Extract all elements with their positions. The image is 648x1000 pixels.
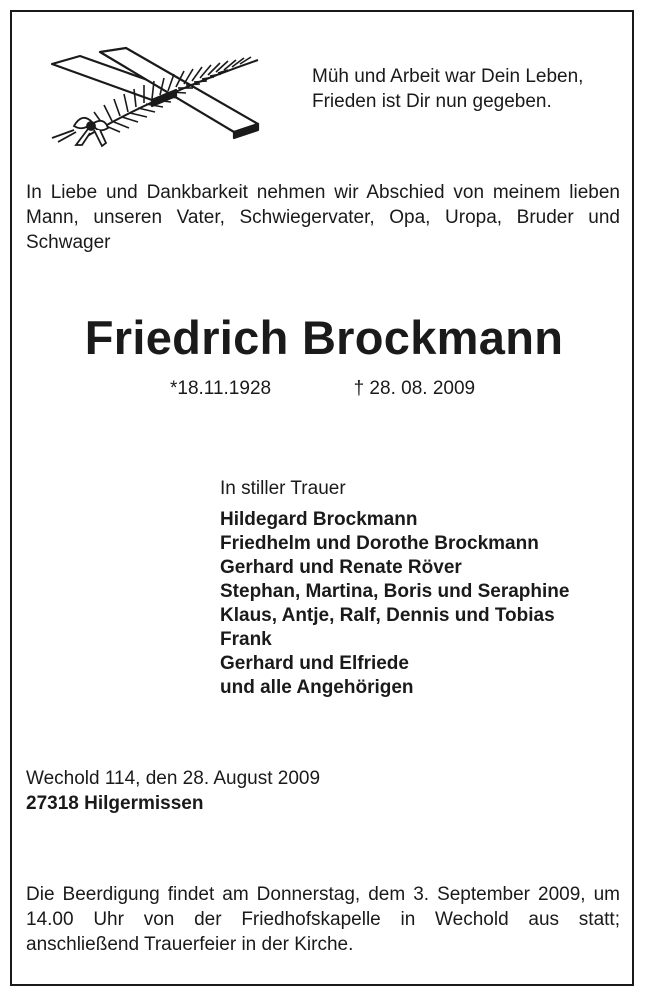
mourner-name: Gerhard und Elfriede (220, 653, 409, 674)
funeral-info: Die Beerdigung findet am Donnerstag, dem 3. September 2009, um 14.00 Uhr von der Friedhofskapelle in Wechold aus statt; anschließend Trauerfeier in der Kirche. (26, 884, 620, 955)
deceased-name: Friedrich Brockmann (84, 311, 564, 364)
mourner-name: und alle Angehörigen (220, 677, 414, 698)
address-date-line: Wechold 114, den 28. August 2009 (26, 768, 321, 789)
life-dates (170, 376, 476, 402)
motto (312, 64, 583, 114)
mourner-name: Friedhelm und Dorothe Brockmann (220, 533, 539, 554)
mourning-heading: In stiller Trauer (220, 478, 346, 499)
mourner-name: Hildegard Brockmann (220, 509, 418, 530)
motto-line-2: Frieden ist Dir nun gegeben. (312, 91, 552, 112)
address-city-line: 27318 Hilgermissen (26, 793, 204, 814)
mourner-name: Stephan, Martina, Boris und Seraphine (220, 581, 570, 602)
motto-line-1: Müh und Arbeit war Dein Leben, (312, 66, 584, 87)
intro-text: In Liebe und Dankbarkeit nehmen wir Abschied von meinem lieben Mann, unseren Vater, Schwiegervater, Opa, Uropa, Bruder und Schwager (26, 182, 620, 253)
mourner-name: Klaus, Antje, Ralf, Dennis und Tobias (220, 605, 555, 626)
cross-with-palm-branch-icon (44, 46, 264, 150)
mourners-list (220, 508, 569, 700)
mourner-name: Frank (220, 629, 272, 650)
birth-date: *18.11.1928 (170, 378, 272, 399)
address-block (26, 766, 320, 816)
death-date: † 28. 08. 2009 (352, 378, 476, 399)
mourner-name: Gerhard und Renate Röver (220, 557, 462, 578)
